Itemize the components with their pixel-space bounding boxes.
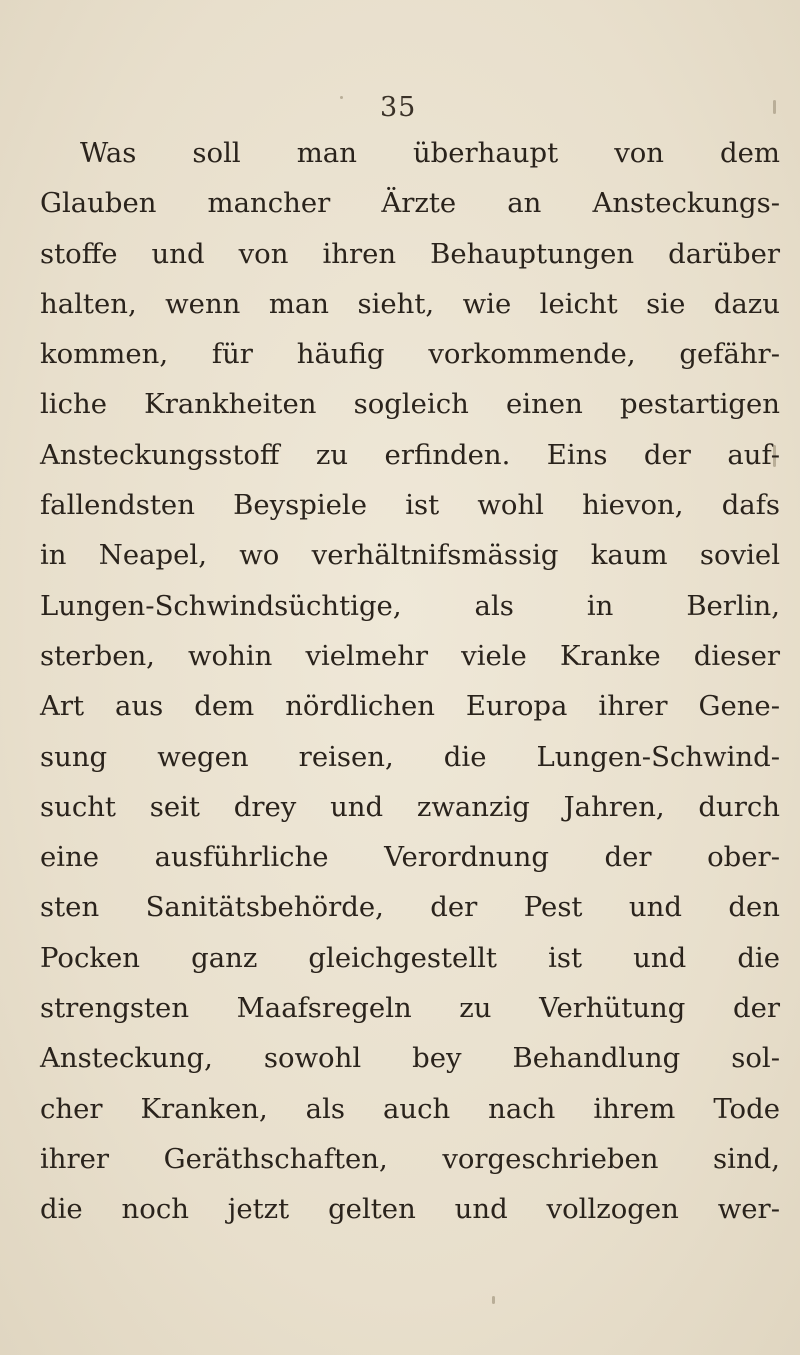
text-line: stoffe und von ihren Behauptungen darüber	[40, 237, 780, 270]
text-line: Glauben mancher Ärzte an Ansteckungs-	[40, 187, 780, 220]
text-line: halten, wenn man sieht, wie leicht sie dazu	[40, 287, 780, 320]
text-line: Ansteckung, sowohl bey Behandlung sol-	[40, 1042, 780, 1075]
text-line: Ansteckungsstoff zu erfinden. Eins der auf-	[40, 438, 780, 471]
paper-speck	[340, 96, 343, 99]
text-line: in Neapel, wo verhältnifsmässig kaum soviel	[40, 539, 780, 572]
text-line: die noch jetzt gelten und vollzogen wer-	[40, 1193, 780, 1226]
text-line: Pocken ganz gleichgestellt ist und die	[40, 941, 780, 974]
body-text	[40, 128, 780, 1235]
text-line: eine ausführliche Verordnung der ober-	[40, 841, 780, 874]
text-line: Was soll man überhaupt von dem	[80, 137, 780, 169]
page-number: 35	[380, 92, 417, 123]
text-line: Art aus dem nördlichen Europa ihrer Gene-	[40, 690, 780, 723]
paper-speck	[773, 100, 776, 114]
text-line: sucht seit drey und zwanzig Jahren, durch	[40, 790, 780, 823]
text-line: fallendsten Beyspiele ist wohl hievon, dafs	[40, 489, 780, 522]
text-line: ihrer Geräthschaften, vorgeschrieben sind,	[40, 1142, 780, 1175]
text-line: sung wegen reisen, die Lungen-Schwind-	[40, 740, 780, 773]
text-line: sterben, wohin vielmehr viele Kranke dieser	[40, 639, 780, 672]
text-line: kommen, für häufig vorkommende, gefähr-	[40, 338, 780, 371]
text-line: Lungen-Schwindsüchtige, als in Berlin,	[40, 589, 780, 622]
paper-speck	[492, 1296, 495, 1304]
text-line: strengsten Maafsregeln zu Verhütung der	[40, 992, 780, 1025]
text-line: liche Krankheiten sogleich einen pestartigen	[40, 388, 780, 421]
text-line: cher Kranken, als auch nach ihrem Tode	[40, 1092, 780, 1125]
text-line: sten Sanitätsbehörde, der Pest und den	[40, 891, 780, 924]
